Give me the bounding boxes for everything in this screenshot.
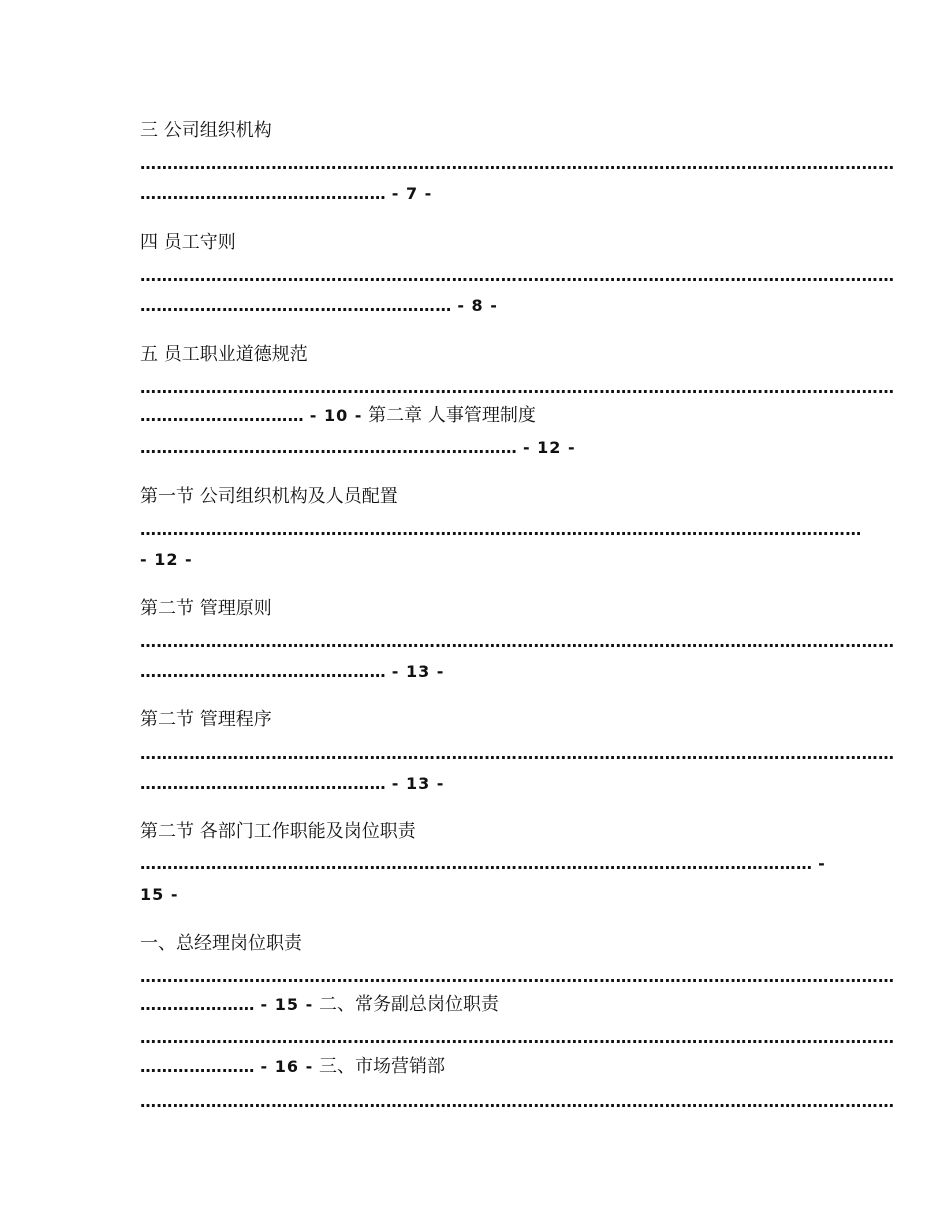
toc-entry-title: 第二节 各部门工作职能及岗位职责 bbox=[140, 821, 416, 842]
toc-dot-leader: ………………… bbox=[140, 995, 255, 1014]
toc-entry-title: 四 员工守则 bbox=[140, 232, 236, 253]
toc-leader-line bbox=[140, 660, 810, 684]
toc-dot-leader: ………………………………………………………………………………………………………………………… bbox=[140, 1028, 895, 1047]
toc-page-number: - 13 - bbox=[391, 662, 445, 681]
toc-entry-title: 五 员工职业道德规范 bbox=[140, 344, 308, 365]
toc-page-number: - 10 - bbox=[309, 406, 363, 425]
toc-page-number: - bbox=[818, 854, 826, 873]
toc-dot-leader: ………………… bbox=[140, 1057, 255, 1076]
toc-leader-line bbox=[140, 404, 810, 428]
toc-leader-line bbox=[140, 772, 810, 796]
toc-entry-title: 三、市场营销部 bbox=[318, 1056, 445, 1077]
toc-dot-leader: ………………………………………………………………………………………………………………………… bbox=[140, 967, 895, 986]
toc-leader-line bbox=[140, 883, 810, 907]
toc-dot-leader: ………………………………………………………………………………………………………………………… bbox=[140, 1092, 895, 1111]
toc-dot-leader: ……………………………………… bbox=[140, 662, 386, 681]
toc-entry-title: 第二节 管理原则 bbox=[140, 598, 272, 619]
toc-dot-leader: …………………………………………………………………………………………………………… bbox=[140, 854, 813, 873]
toc-page-number: - 7 - bbox=[391, 184, 433, 203]
toc-dot-leader: ………………………………………………………………………………………………………………………… bbox=[140, 266, 895, 285]
toc-leader-line bbox=[140, 436, 810, 460]
toc-dot-leader: ………………………… bbox=[140, 406, 304, 425]
toc-entry-title: 第二节 管理程序 bbox=[140, 709, 272, 730]
toc-entry-title: 第二章 人事管理制度 bbox=[368, 405, 536, 426]
toc-dot-leader: …………………………………………………………………………………………………………………… bbox=[140, 520, 862, 539]
toc-dot-leader: ………………………………………………………………………………………………………………………… bbox=[140, 378, 895, 397]
toc-dot-leader: ……………………………………… bbox=[140, 184, 386, 203]
toc-page-number: - 15 - bbox=[260, 995, 314, 1014]
toc-dot-leader: ………………………………………………………………………………………………………………………… bbox=[140, 744, 895, 763]
toc-dot-leader: ………………………………………………… bbox=[140, 296, 452, 315]
toc-page-number: 15 - bbox=[140, 885, 179, 904]
toc-entry-title: 二、常务副总岗位职责 bbox=[318, 994, 499, 1015]
toc-entry-title: 第一节 公司组织机构及人员配置 bbox=[140, 486, 398, 507]
toc-page-number: - 12 - bbox=[140, 550, 193, 569]
toc-page-number: - 8 - bbox=[457, 296, 498, 315]
toc-page-number: - 13 - bbox=[391, 774, 445, 793]
toc-page-number: - 12 - bbox=[522, 438, 576, 457]
toc-entry-title: 一、总经理岗位职责 bbox=[140, 933, 302, 954]
toc-leader-line bbox=[140, 993, 810, 1017]
toc-dot-leader: ………………………………………………………………………………………………………………………… bbox=[140, 632, 895, 651]
toc-leader-line bbox=[140, 852, 826, 876]
toc-leader-line bbox=[140, 294, 810, 318]
toc-dot-leader: …………………………………………………………… bbox=[140, 438, 518, 457]
toc-dot-leader: ……………………………………… bbox=[140, 774, 386, 793]
toc-leader-line bbox=[140, 1055, 810, 1079]
toc-leader-line bbox=[140, 182, 810, 206]
toc-leader-line bbox=[140, 548, 810, 572]
toc-page-number: - 16 - bbox=[260, 1057, 314, 1076]
toc-entry-title: 三 公司组织机构 bbox=[140, 120, 272, 141]
toc-dot-leader: ………………………………………………………………………………………………………………………… bbox=[140, 154, 895, 173]
